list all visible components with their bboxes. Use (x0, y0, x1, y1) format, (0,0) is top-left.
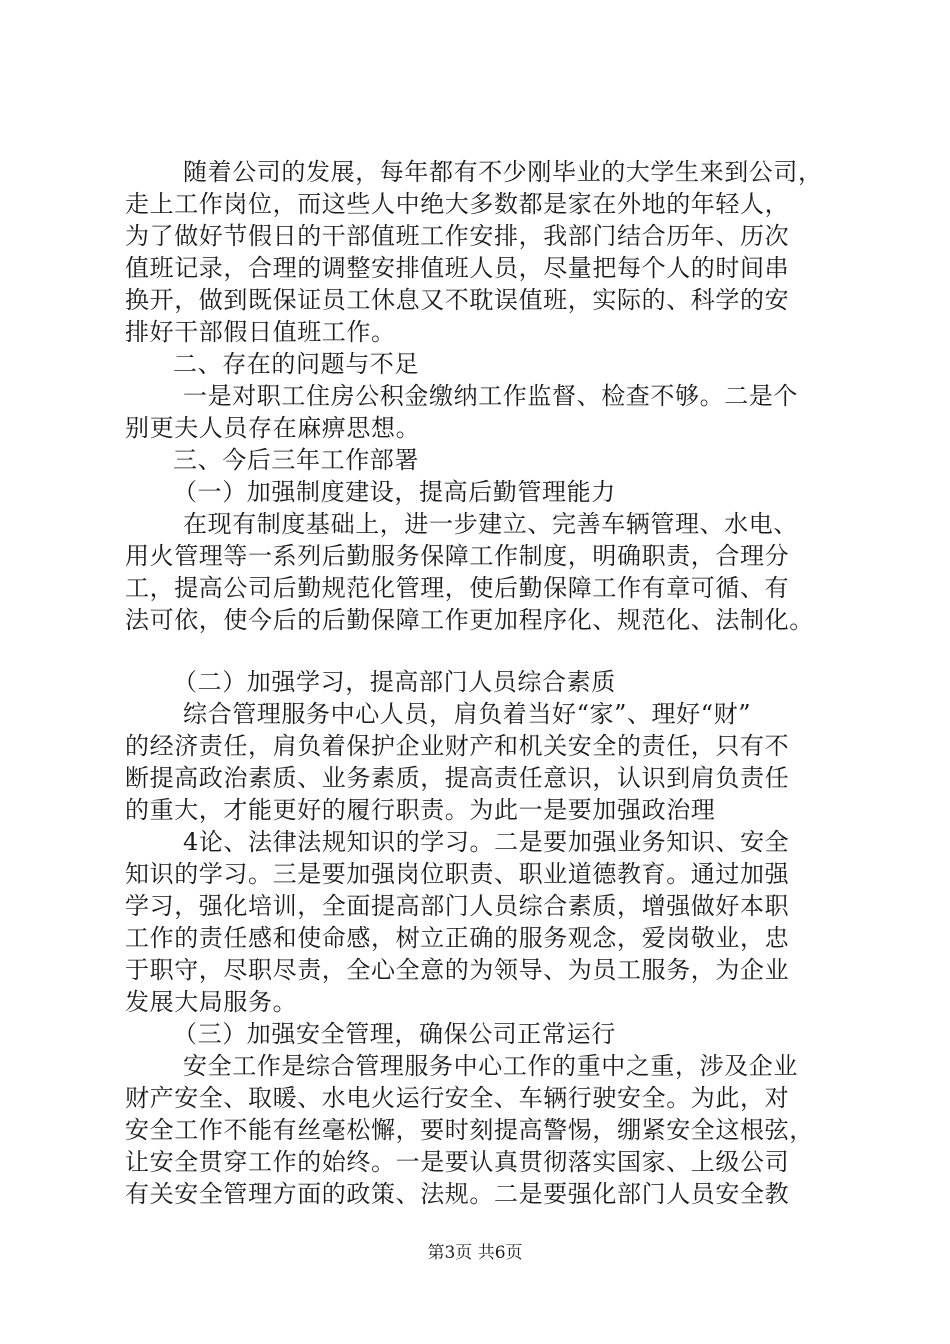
paragraph-line: 排好干部假日值班工作。 (125, 318, 396, 346)
paragraph-line: 安全工作是综合管理服务中心工作的重中之重，涉及企业 (183, 1052, 798, 1080)
subsection-heading: （三）加强安全管理，确保公司正常运行 (173, 1020, 616, 1048)
paragraph-line: 工作的责任感和使命感，树立正确的服务观念，爱岗敬业，忠 (125, 924, 790, 952)
subsection-heading: （二）加强学习，提高部门人员综合素质 (173, 668, 616, 696)
document-body (125, 156, 845, 1210)
paragraph-line: 安全工作不能有丝毫松懈，要时刻提高警惕，绷紧安全这根弦， (125, 1116, 814, 1144)
section-heading: 三、今后三年工作部署 (173, 446, 419, 474)
paragraph-line: 为了做好节假日的干部值班工作安排，我部门结合历年、历次 (125, 222, 790, 250)
paragraph-line: 随着公司的发展，每年都有不少刚毕业的大学生来到公司， (183, 158, 823, 186)
paragraph-line: 发展大局服务。 (125, 988, 298, 1016)
paragraph-line: 的经济责任，肩负着保护企业财产和机关安全的责任，只有不 (125, 732, 790, 760)
paragraph-line: 知识的学习。三是要加强岗位职责、职业道德教育。通过加强 (125, 860, 790, 888)
paragraph-line: 的重大，才能更好的履行职责。为此一是要加强政治理 (125, 796, 716, 824)
section-heading: 二、存在的问题与不足 (173, 350, 419, 378)
paragraph-line: 工，提高公司后勤规范化管理，使后勤保障工作有章可循、有 (125, 574, 790, 602)
paragraph-line: 综合管理服务中心人员，肩负着当好“家”、理好“财” (183, 700, 752, 728)
paragraph-line: 让安全贯穿工作的始终。一是要认真贯彻落实国家、上级公司 (125, 1148, 790, 1176)
paragraph-line: 财产安全、取暖、水电火运行安全、车辆行驶安全。为此，对 (125, 1084, 790, 1112)
page-number-footer: 第3页 共6页 (427, 1243, 523, 1263)
paragraph-line: 别更夫人员存在麻痹思想。 (125, 414, 421, 442)
paragraph-line: 学习，强化培训，全面提高部门人员综合素质，增强做好本职 (125, 892, 790, 920)
paragraph-line: 一是对职工住房公积金缴纳工作监督、检查不够。二是个 (183, 382, 798, 410)
paragraph-line: 有关安全管理方面的政策、法规。二是要强化部门人员安全教 (125, 1180, 790, 1208)
paragraph-line: 用火管理等一系列后勤服务保障工作制度，明确职责，合理分 (125, 542, 790, 570)
paragraph-line: 值班记录，合理的调整安排值班人员，尽量把每个人的时间串 (125, 254, 790, 282)
paragraph-line: 走上工作岗位，而这些人中绝大多数都是家在外地的年轻人， (125, 190, 790, 218)
paragraph-line: 4论、法律法规知识的学习。二是要加强业务知识、安全 (183, 828, 790, 856)
paragraph-line: 换开，做到既保证员工休息又不耽误值班，实际的、科学的安 (125, 286, 790, 314)
paragraph-gap (125, 636, 845, 666)
paragraph-line: 断提高政治素质、业务素质，提高责任意识，认识到肩负责任 (125, 764, 790, 792)
paragraph-line: 法可依，使今后的后勤保障工作更加程序化、规范化、法制化。 (125, 606, 814, 634)
paragraph-line: 于职守，尽职尽责，全心全意的为领导、为员工服务，为企业 (125, 956, 790, 984)
subsection-heading: （一）加强制度建设，提高后勤管理能力 (173, 478, 616, 506)
paragraph-line: 在现有制度基础上，进一步建立、完善车辆管理、水电、 (183, 510, 798, 538)
